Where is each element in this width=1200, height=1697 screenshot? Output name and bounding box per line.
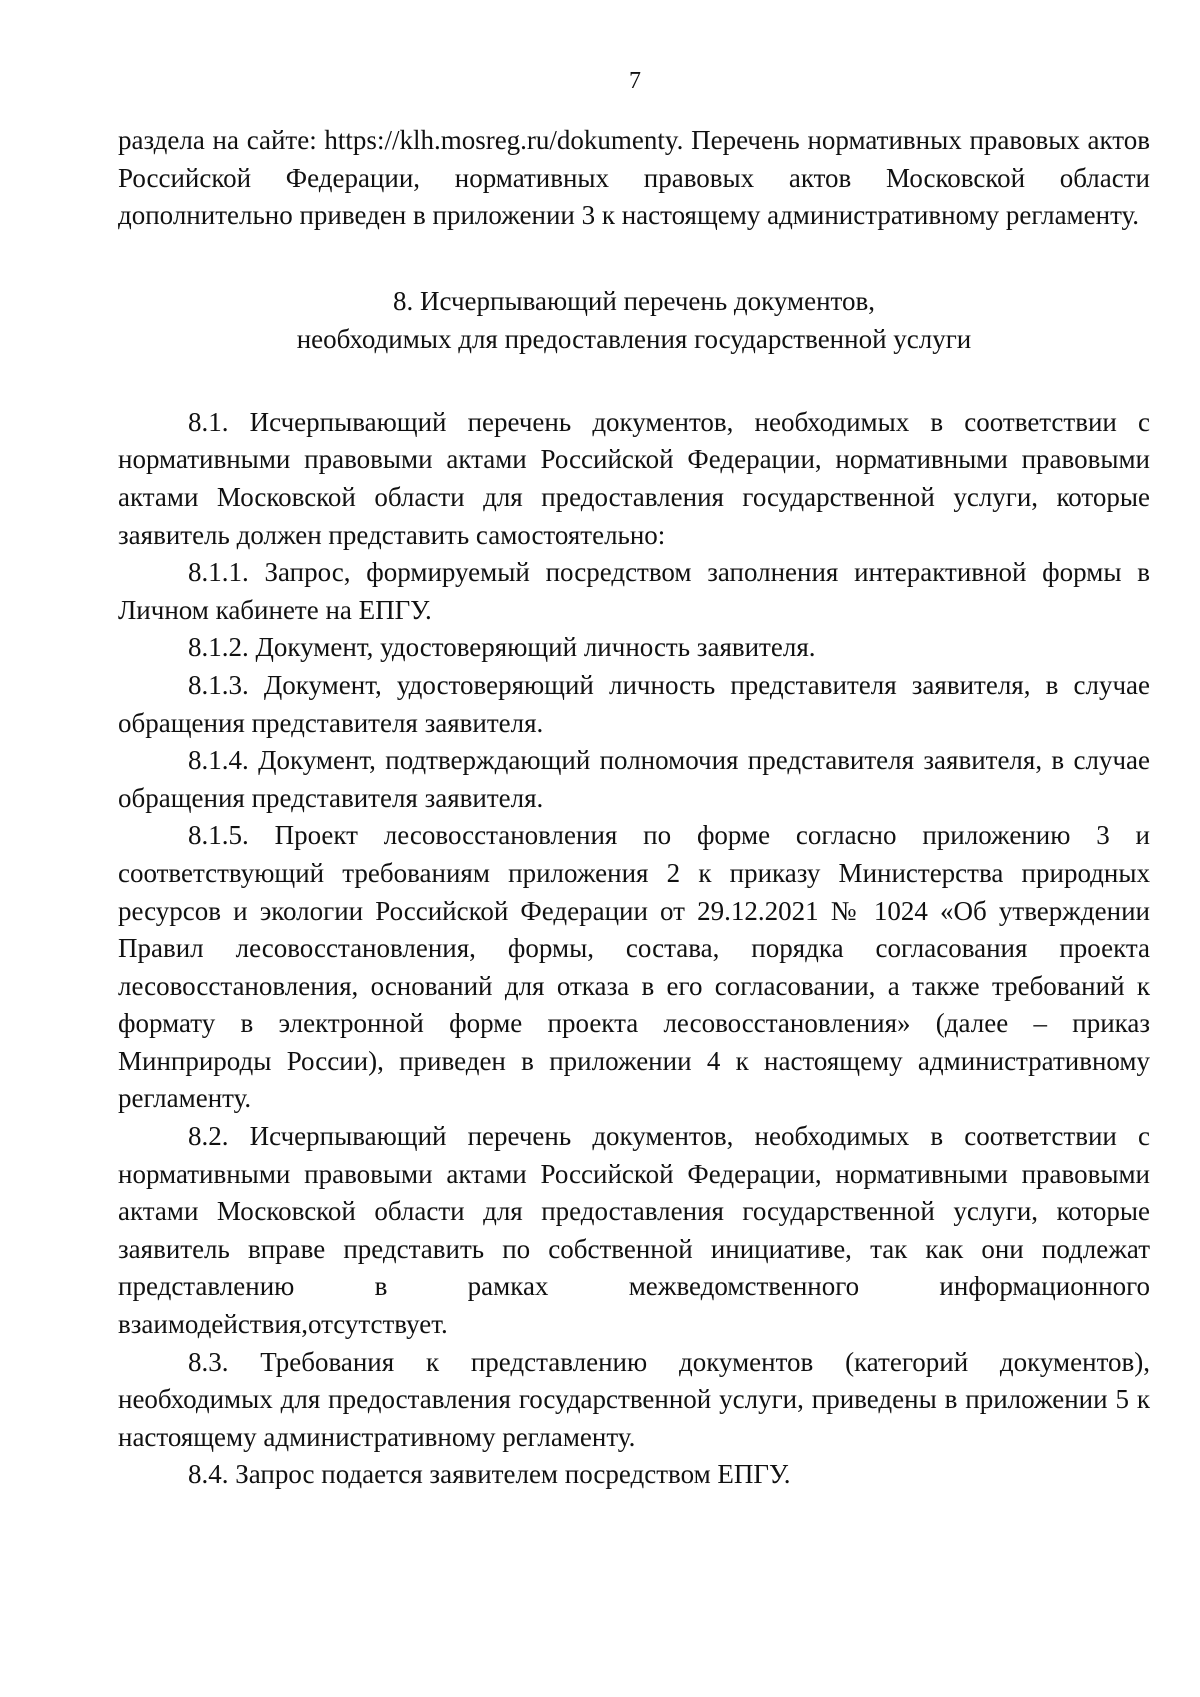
paragraph-8-3: 8.3. Требования к представлению документов (категорий документов), необходимых для предоставления государственной услуги, приведены в приложении 5 к настоящему административному регламенту.	[118, 1346, 1150, 1452]
page-number: 7	[629, 68, 641, 94]
paragraph-8-4: 8.4. Запрос подается заявителем посредством ЕПГУ.	[188, 1459, 791, 1490]
intro-paragraph: раздела на сайте: https://klh.mosreg.ru/dokumenty. Перечень нормативных правовых актов Российской Федерации, нормативных правовых актов Московской области дополнительно приведен в приложении 3 к настоящему административному регламенту.	[118, 125, 1150, 231]
section-heading-line-2: необходимых для предоставления государственной услуги	[296, 323, 972, 354]
paragraph-8-1-4: 8.1.4. Документ, подтверждающий полномочия представителя заявителя, в случае обращения представителя заявителя.	[118, 745, 1150, 813]
paragraph-8-2: 8.2. Исчерпывающий перечень документов, необходимых в соответствии с нормативными правовыми актами Российской Федерации, нормативными правовыми актами Московской области для предоставления государственной услуги, которые заявитель вправе представить по собственной инициативе, так как они подлежат представлению в рамках межведомственного информационного взаимодействия,отсутствует.	[118, 1121, 1150, 1340]
paragraph-8-1-5: 8.1.5. Проект лесовосстановления по форме согласно приложению 3 и соответствующий требованиям приложения 2 к приказу Министерства природных ресурсов и экологии Российской Федерации от 29.12.2021 № 1024 «Об утверждении Правил лесовосстановления, формы, состава, порядка согласования проекта лесовосстановления, оснований для отказа в его согласовании, а также требований к формату в электронной форме проекта лесовосстановления» (далее – приказ Минприроды России), приведен в приложении 4 к настоящему административному регламенту.	[118, 820, 1150, 1114]
paragraph-8-1: 8.1. Исчерпывающий перечень документов, необходимых в соответствии с нормативными правовыми актами Российской Федерации, нормативными правовыми актами Московской области для предоставления государственной услуги, которые заявитель должен представить самостоятельно:	[118, 406, 1150, 550]
section-heading	[118, 282, 1150, 358]
paragraph-8-1-3: 8.1.3. Документ, удостоверяющий личность представителя заявителя, в случае обращения представителя заявителя.	[118, 669, 1150, 738]
document-body	[118, 122, 1150, 1494]
paragraph-8-1-1: 8.1.1. Запрос, формируемый посредством заполнения интерактивной формы в Личном кабинете на ЕПГУ.	[118, 557, 1150, 625]
paragraph-8-1-2: 8.1.2. Документ, удостоверяющий личность заявителя.	[188, 632, 816, 663]
section-heading-line-1: 8. Исчерпывающий перечень документов,	[393, 285, 875, 316]
